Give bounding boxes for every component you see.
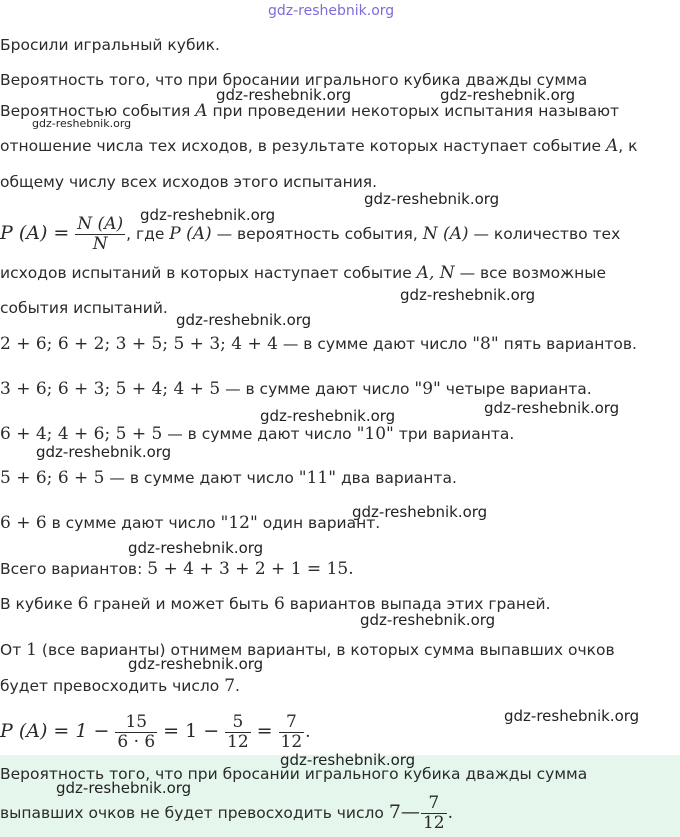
watermark: gdz-reshebnik.org [36, 443, 172, 461]
answer-line-1: Вероятность того, что при бросании игрального кубика дважды сумма [0, 765, 588, 783]
watermark: gdz-reshebnik.org [280, 751, 416, 769]
watermark: gdz-reshebnik.org [176, 311, 312, 329]
watermark: gdz-reshebnik.org [128, 655, 264, 673]
answer-line-2: выпавших очков не будет превосходить число 7— $\frac{7}{12}$ . [0, 793, 453, 833]
watermark: gdz-reshebnik.org [400, 286, 536, 304]
watermark: gdz-reshebnik.org [504, 707, 640, 725]
watermark: gdz-reshebnik.org [128, 539, 264, 557]
watermark: gdz-reshebnik.org [484, 399, 620, 417]
watermark: gdz-reshebnik.org [352, 503, 488, 521]
fraction-7-12: $\frac{7}{12}$ [280, 712, 303, 752]
watermark: gdz-reshebnik.org [56, 779, 192, 797]
total-variants: Всего вариантов: 5 + 4 + 3 + 2 + 1 = 15. [0, 559, 354, 579]
watermark: gdz-reshebnik.org [32, 117, 132, 130]
task-line-2: Вероятность того, что при бросании игрального кубика дважды сумма [0, 71, 588, 89]
definition-line-3: общему числу всех исходов этого испытания. [0, 173, 378, 191]
case-row-10: 6 + 4; 4 + 6; 5 + 5 — в сумме дают число "10" три варианта. [0, 424, 515, 444]
subtract-line-2: будет превосходить число 7. [0, 676, 240, 696]
calculation: P (A) = 1 − $\frac{15}{6 \cdot 6}$ = 1 − $\frac{5}{12}$ = $\frac{7}{12}$ . [0, 712, 311, 752]
watermark: gdz-reshebnik.org [260, 407, 396, 425]
task-line-1: Бросили игральный кубик. [0, 36, 220, 54]
watermark: gdz-reshebnik.org [268, 3, 395, 19]
case-row-9: 3 + 6; 6 + 3; 5 + 4; 4 + 5 — в сумме дают число "9" четыре варианта. [0, 379, 592, 399]
watermark: gdz-reshebnik.org [440, 86, 576, 104]
case-row-11: 5 + 6; 6 + 5 — в сумме дают число "11" два варианта. [0, 468, 457, 488]
formula-line-2: исходов испытаний в которых наступает событие A, N — все возможные [0, 263, 607, 283]
watermark: gdz-reshebnik.org [140, 206, 276, 224]
faces-line: В кубике 6 граней и может быть 6 вариантов выпада этих граней. [0, 594, 551, 614]
definition-line-1: Вероятностью события A при проведении некоторых испытания называют [0, 101, 620, 121]
watermark: gdz-reshebnik.org [360, 611, 496, 629]
subtract-line-1: От 1 (все варианты) отнимем варианты, в которых сумма выпавших очков [0, 640, 615, 660]
case-row-12: 6 + 6 в сумме дают число "12" один вариант. [0, 513, 381, 533]
probability-formula: P (A) = $\frac{N (A)}{N}$ , где P (A) — вероятность события, N (A) — количество тех [0, 214, 621, 254]
fraction-15-36: $\frac{15}{6 \cdot 6}$ [117, 712, 156, 752]
case-row-8: 2 + 6; 6 + 2; 3 + 5; 5 + 3; 4 + 4 — в сумме дают число "8" пять вариантов. [0, 334, 637, 354]
formula-line-3: события испытаний. [0, 299, 168, 317]
event-symbol: A [195, 101, 208, 121]
watermark: gdz-reshebnik.org [216, 86, 352, 104]
definition-line-2: отношение числа тех исходов, в результате которых наступает событие A, к [0, 136, 638, 156]
watermark: gdz-reshebnik.org [364, 190, 500, 208]
answer-fraction: $\frac{7}{12}$ [422, 793, 445, 833]
fraction-5-12: $\frac{5}{12}$ [227, 712, 249, 752]
formula-fraction: $\frac{N (A)}{N}$ [77, 214, 124, 254]
